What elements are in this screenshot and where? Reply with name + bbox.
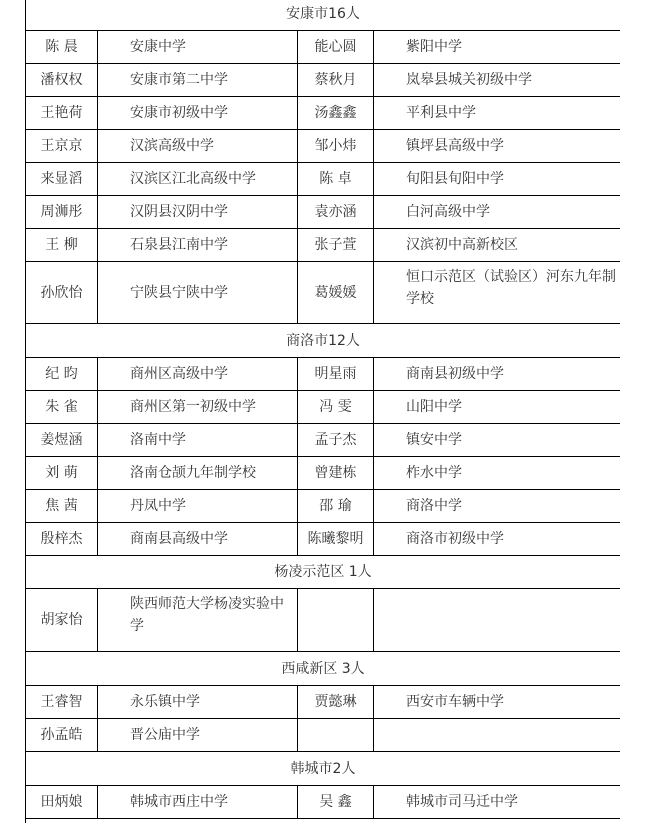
student-name: 袁亦涵 xyxy=(298,196,374,229)
award-list-table xyxy=(25,0,620,823)
student-name: 能心圆 xyxy=(298,31,374,64)
student-name: 陈 晨 xyxy=(26,31,98,64)
table-row xyxy=(26,31,621,64)
table-row xyxy=(26,97,621,130)
school-name: 旬阳县旬阳中学 xyxy=(374,163,621,196)
student-name: 田炳娘 xyxy=(26,786,98,819)
student-name: 姜煜涵 xyxy=(26,424,98,457)
student-name xyxy=(298,719,374,752)
student-name: 陈 卓 xyxy=(298,163,374,196)
student-name: 胡家怡 xyxy=(26,589,98,652)
school-name: 韩城市司马迁中学 xyxy=(374,786,621,819)
school-name: 宁陕县宁陕中学 xyxy=(98,262,298,324)
school-name xyxy=(374,262,621,324)
student-name: 曾建栋 xyxy=(298,457,374,490)
school-name: 商洛中学 xyxy=(374,490,621,523)
section-header-row xyxy=(26,752,621,786)
school-name: 晋公庙中学 xyxy=(98,719,298,752)
school-name: 安康市第二中学 xyxy=(98,64,298,97)
school-name-text: 陕西师范大学杨凌实验中学 xyxy=(130,596,284,634)
student-name: 邹小炜 xyxy=(298,130,374,163)
school-name: 商南县初级中学 xyxy=(374,358,621,391)
school-name: 商州区高级中学 xyxy=(98,358,298,391)
table-row xyxy=(26,130,621,163)
school-name: 安康中学 xyxy=(98,31,298,64)
student-name: 焦 茜 xyxy=(26,490,98,523)
table-row xyxy=(26,229,621,262)
school-name: 永乐镇中学 xyxy=(98,686,298,719)
school-name: 丹凤中学 xyxy=(98,490,298,523)
table-row xyxy=(26,358,621,391)
table-row xyxy=(26,262,621,324)
student-name: 殷梓杰 xyxy=(26,523,98,556)
table-row xyxy=(26,490,621,523)
school-name: 商南县高级中学 xyxy=(98,523,298,556)
section-title: 商洛市12人 xyxy=(26,324,621,358)
section-title: 西咸新区 3人 xyxy=(26,652,621,686)
school-name: 紫阳中学 xyxy=(374,31,621,64)
student-name: 刘 萌 xyxy=(26,457,98,490)
section-header-row xyxy=(26,0,621,31)
school-name xyxy=(374,589,621,652)
student-name: 潘权权 xyxy=(26,64,98,97)
table-row xyxy=(26,589,621,652)
school-name: 商州区第一初级中学 xyxy=(98,391,298,424)
student-name: 王艳荷 xyxy=(26,97,98,130)
section-title: 安康市16人 xyxy=(26,0,621,31)
school-name: 柞水中学 xyxy=(374,457,621,490)
table-row xyxy=(26,424,621,457)
student-name: 纪 昀 xyxy=(26,358,98,391)
section-header-row xyxy=(26,652,621,686)
school-name: 白河高级中学 xyxy=(374,196,621,229)
school-name: 汉阴县汉阴中学 xyxy=(98,196,298,229)
school-name: 洛南中学 xyxy=(98,424,298,457)
table-row xyxy=(26,719,621,752)
student-name: 葛媛媛 xyxy=(298,262,374,324)
student-name: 朱 雀 xyxy=(26,391,98,424)
section-title: 韩城市2人 xyxy=(26,752,621,786)
student-name: 汤鑫鑫 xyxy=(298,97,374,130)
student-name: 孟子杰 xyxy=(298,424,374,457)
school-name: 石泉县江南中学 xyxy=(98,229,298,262)
school-name: 汉滨区江北高级中学 xyxy=(98,163,298,196)
section-header-row xyxy=(26,324,621,358)
student-name: 陈曦黎明 xyxy=(298,523,374,556)
student-name: 王京京 xyxy=(26,130,98,163)
student-name: 贾懿琳 xyxy=(298,686,374,719)
student-name xyxy=(298,589,374,652)
student-name: 孙欣怡 xyxy=(26,262,98,324)
school-name xyxy=(374,719,621,752)
school-name: 山阳中学 xyxy=(374,391,621,424)
school-name-text: 恒口示范区（试验区）河东九年制学校 xyxy=(406,269,616,307)
student-name: 来显滔 xyxy=(26,163,98,196)
student-name: 蔡秋月 xyxy=(298,64,374,97)
table-row xyxy=(26,391,621,424)
school-name: 韩城市西庄中学 xyxy=(98,786,298,819)
school-name: 洛南仓颉九年制学校 xyxy=(98,457,298,490)
student-name: 张子萱 xyxy=(298,229,374,262)
school-name: 汉滨高级中学 xyxy=(98,130,298,163)
table-row xyxy=(26,786,621,819)
table-row xyxy=(26,523,621,556)
school-name: 岚皋县城关初级中学 xyxy=(374,64,621,97)
student-name: 王 柳 xyxy=(26,229,98,262)
student-name: 邵 瑜 xyxy=(298,490,374,523)
student-name: 吴 鑫 xyxy=(298,786,374,819)
table-row xyxy=(26,64,621,97)
section-header-row xyxy=(26,556,621,589)
school-name: 汉滨初中高新校区 xyxy=(374,229,621,262)
school-name: 安康市初级中学 xyxy=(98,97,298,130)
section-title: 杨凌示范区 1人 xyxy=(26,556,621,589)
student-name: 明星雨 xyxy=(298,358,374,391)
table-row xyxy=(26,819,621,823)
student-name: 王睿智 xyxy=(26,686,98,719)
empty-cell xyxy=(26,819,621,823)
student-name: 冯 雯 xyxy=(298,391,374,424)
school-name: 镇坪县高级中学 xyxy=(374,130,621,163)
student-name: 周浉彤 xyxy=(26,196,98,229)
student-name: 孙孟皓 xyxy=(26,719,98,752)
school-name: 镇安中学 xyxy=(374,424,621,457)
school-name: 商洛市初级中学 xyxy=(374,523,621,556)
table-row xyxy=(26,196,621,229)
table-row xyxy=(26,163,621,196)
school-name xyxy=(98,589,298,652)
table-row xyxy=(26,457,621,490)
award-list-sheet xyxy=(25,0,620,823)
school-name: 西安市车辆中学 xyxy=(374,686,621,719)
school-name: 平利县中学 xyxy=(374,97,621,130)
table-row xyxy=(26,686,621,719)
